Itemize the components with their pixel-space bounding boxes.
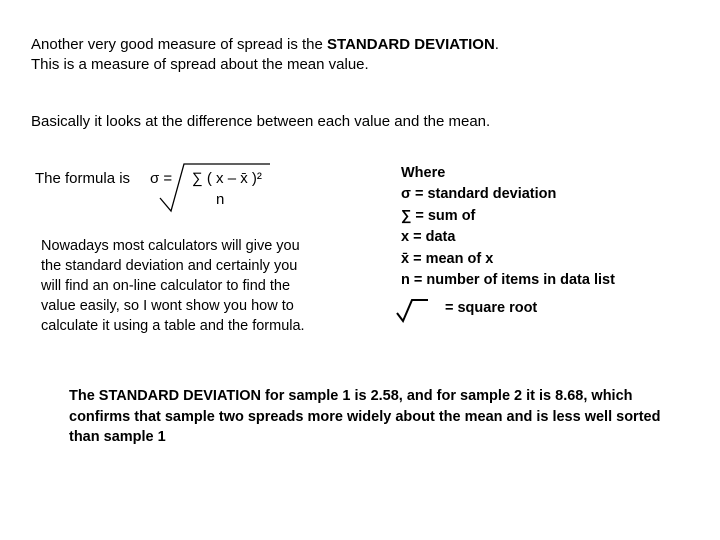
legend-item: x = data (401, 229, 456, 246)
intro-line-1-term: STANDARD DEVIATION (327, 36, 495, 53)
formula-label: The formula is (35, 170, 131, 187)
intro-line-1-suffix: . (494, 36, 499, 53)
formula-denominator: n (216, 191, 225, 208)
legend-item: n = number of items in data list (401, 272, 615, 289)
basically-sentence: Basically it looks at the difference between each value and the mean. (31, 113, 491, 130)
formula-numerator: ∑ ( x – x̄ )² (192, 170, 262, 187)
calculator-note: Nowadays most calculators will give you the standard deviation and certainly you will find an on-line calculator to find the value easily, so I wont show you how to calculate it using a table and the formula. (41, 238, 305, 334)
conclusion-text: The STANDARD DEVIATION for sample 1 is 2.58, and for sample 2 it is 8.68, which confirms that sample two spreads more widely about the mean and is less well sorted than sample 1 (69, 388, 661, 445)
legend-title: Where (401, 165, 446, 181)
legend-item: σ = standard deviation (401, 186, 557, 203)
legend-item: x̄ = mean of x (401, 250, 494, 267)
formula-sigma: σ = (150, 170, 173, 187)
square-root-label: = square root (445, 300, 538, 316)
intro-line-2: This is a measure of spread about the mean value. (31, 56, 369, 73)
legend-item: ∑ = sum of (401, 207, 476, 224)
intro-line-1-prefix: Another very good measure of spread is the (31, 36, 328, 53)
